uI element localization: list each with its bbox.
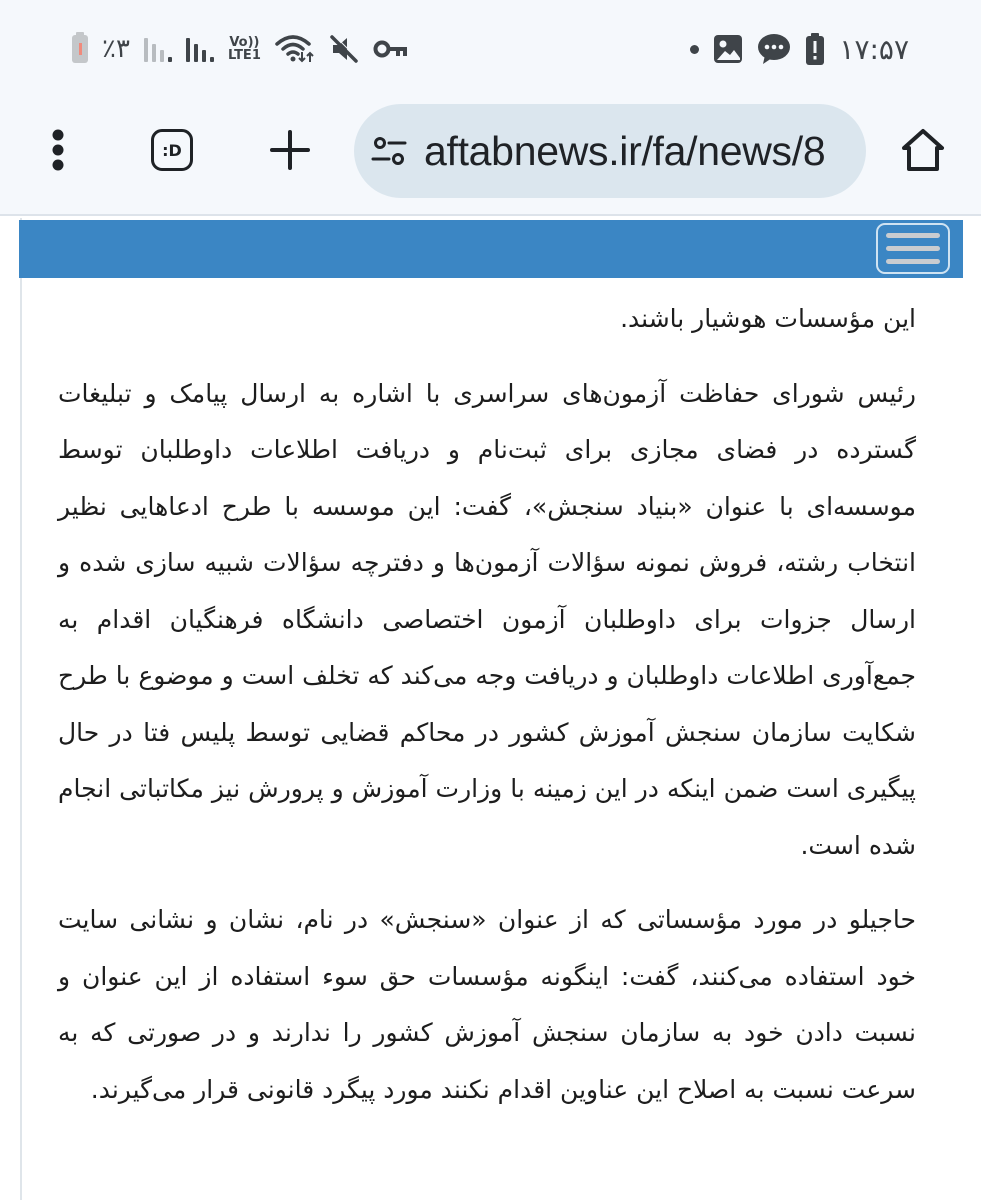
more-vert-icon bbox=[51, 128, 65, 172]
status-bar-left bbox=[72, 32, 409, 66]
site-menu-button[interactable] bbox=[876, 223, 950, 274]
url-text: aftabnews.ir/fa/news/8 bbox=[424, 127, 826, 174]
hamburger-icon-bar bbox=[886, 246, 940, 251]
tab-switcher-button[interactable] bbox=[142, 120, 202, 180]
notification-dot-icon bbox=[690, 45, 699, 54]
tab-switcher-icon: :D bbox=[151, 129, 193, 171]
wifi-icon bbox=[275, 33, 315, 65]
home-button[interactable] bbox=[893, 120, 953, 180]
article-paragraph: حاجیلو در مورد مؤسساتی که از عنوان «سنجش» در نام، نشان و نشانی سایت خود استفاده می‌کنند، گفت: اینگونه مؤسسات حق سوء استفاده از این عنوان و نسبت دادن خود به سازمان سنجش آموزش کشور را ندارند و در صورتی که به سرعت نسبت به اصلاح این عناوین اقدام نکنند مورد پیگرد قانونی قرار می‌گیرند. bbox=[58, 905, 916, 1104]
hamburger-icon-bar bbox=[886, 233, 940, 238]
volte-label: Vo)) bbox=[229, 35, 260, 50]
mute-icon bbox=[329, 33, 359, 65]
status-bar-right bbox=[690, 32, 909, 66]
article-paragraph: رئیس شورای حفاظت آزمون‌های سراسری با اشاره به ارسال پیامک و تبلیغات گسترده در فضای مجازی برای ثبت‌نام و دریافت اطلاعات داوطلبان توسط موسسه‌ای با عنوان «بنیاد سنجش»، گفت: این موسسه با طرح ادعاهایی نظیر انتخاب رشته، فروش نمونه سؤالات آزمون‌ها و دفترچه سؤالات شبیه سازی شده و ارسال جزوات برای داوطلبان آزمون اختصاصی دانشگاه فرهنگیان اقدام به جمع‌آوری اطلاعات داوطلبان و دریافت وجه می‌کند که تخلف است و موضوع با طرح شکایت سازمان سنجش آموزش کشور در محاکم قضایی توسط پلیس فتا در حال پیگیری است ضمن اینکه در این زمینه با وزارت آموزش و پرورش نیز مکاتباتی انجام شده است. bbox=[58, 378, 916, 860]
site-info-button[interactable] bbox=[368, 136, 410, 166]
address-bar[interactable] bbox=[354, 104, 866, 198]
battery-low-icon bbox=[72, 33, 88, 65]
volte-icon bbox=[228, 36, 261, 62]
more-menu-button[interactable] bbox=[28, 120, 88, 180]
status-bar bbox=[0, 0, 981, 92]
vpn-key-icon bbox=[373, 33, 409, 65]
content-border bbox=[20, 218, 22, 1200]
home-icon bbox=[900, 128, 946, 172]
message-icon bbox=[757, 33, 791, 65]
clock: ۱۷:۵۷ bbox=[839, 32, 909, 66]
article-body bbox=[58, 218, 916, 1136]
paragraph-text: این مؤسسات هوشیار باشند. bbox=[620, 304, 916, 333]
lte-label: LTE1 bbox=[227, 48, 261, 63]
sim1-signal-icon bbox=[144, 33, 172, 65]
battery-alert-icon bbox=[805, 33, 825, 65]
browser-toolbar bbox=[0, 92, 981, 216]
battery-percent: ٪۳ bbox=[102, 34, 130, 64]
sim2-signal-icon bbox=[186, 33, 214, 65]
new-tab-button[interactable] bbox=[260, 120, 320, 180]
site-navbar bbox=[19, 220, 963, 278]
web-page bbox=[0, 218, 981, 1200]
hamburger-icon-bar bbox=[886, 259, 940, 264]
gallery-icon bbox=[713, 33, 743, 65]
tune-icon bbox=[371, 136, 407, 166]
plus-icon bbox=[270, 130, 310, 170]
